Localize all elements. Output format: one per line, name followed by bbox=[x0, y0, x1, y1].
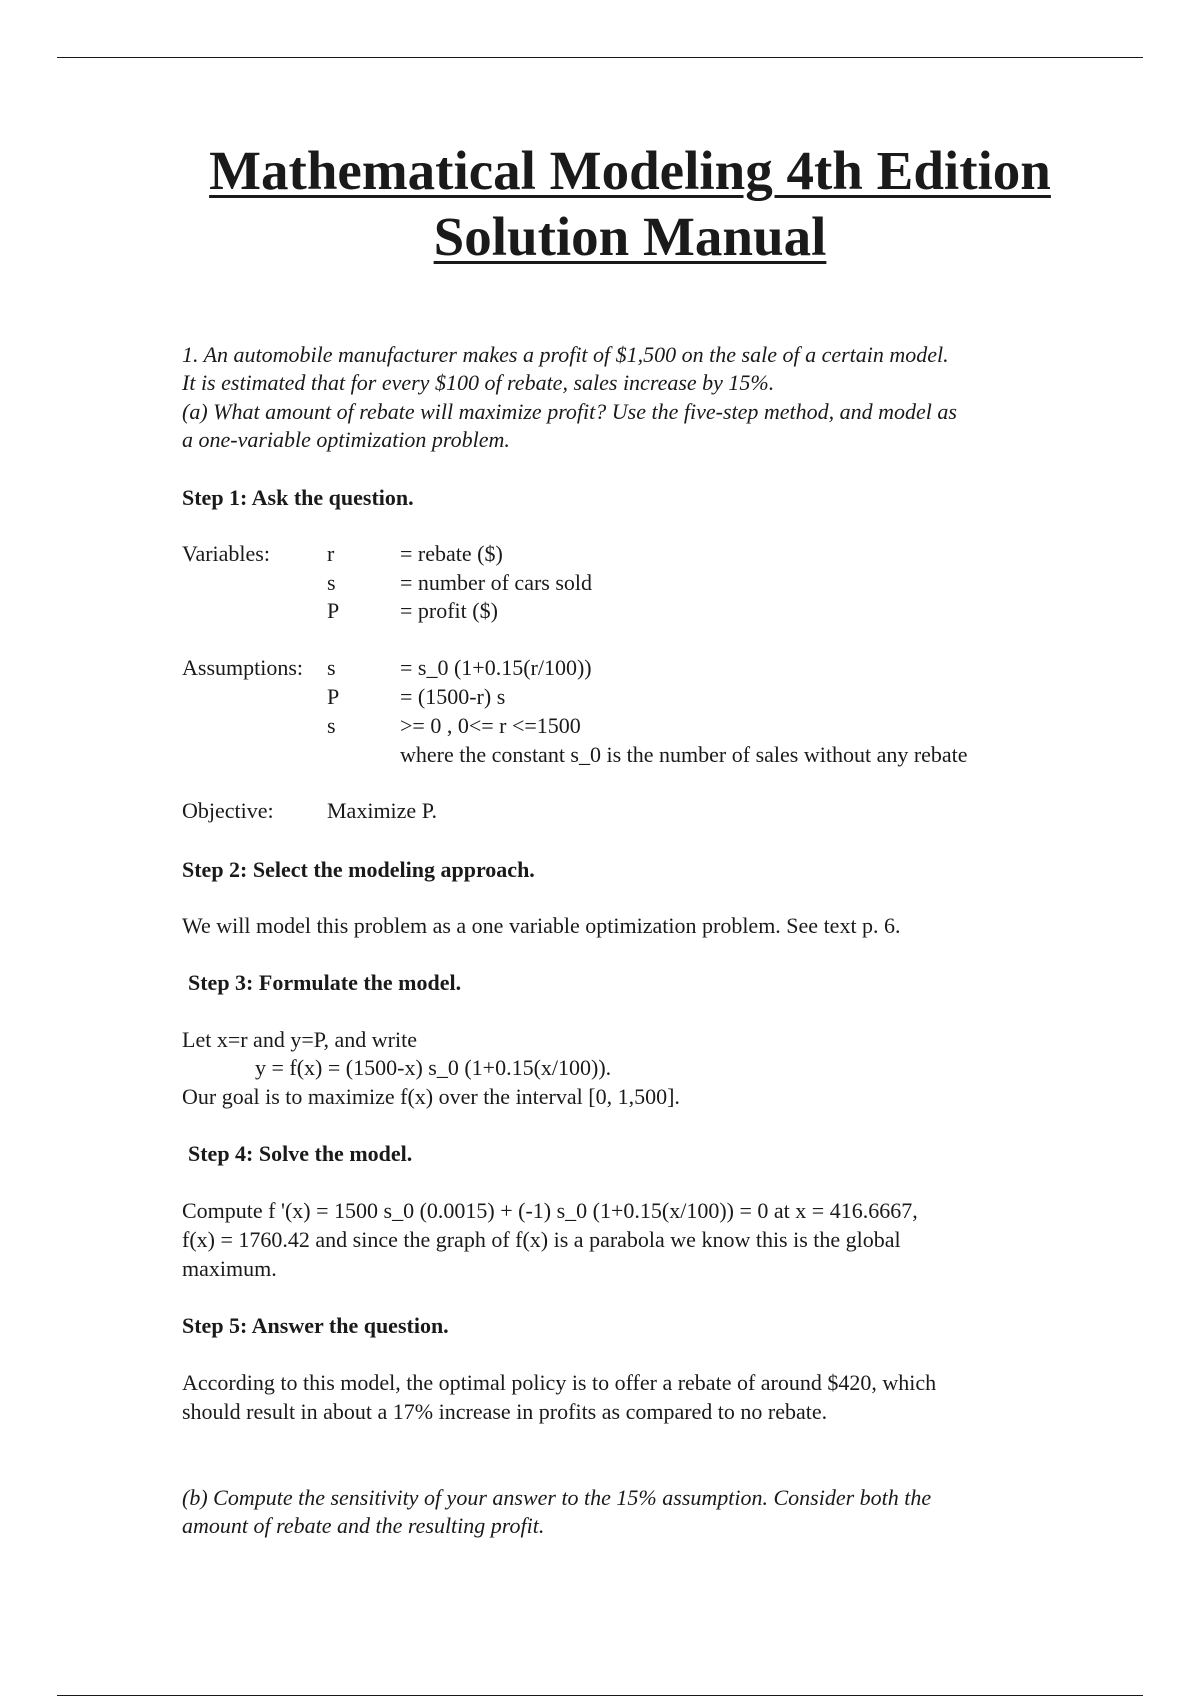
problem-line-3: (a) What amount of rebate will maximize profit? Use the five-step method, and model as bbox=[182, 399, 957, 424]
step3-line-3: Our goal is to maximize f(x) over the interval [0, 1,500]. bbox=[182, 1084, 680, 1109]
title-line-2: Solution Manual bbox=[433, 206, 827, 267]
assumption-definition: >= 0 , 0<= r <=1500 bbox=[400, 713, 581, 738]
page-title bbox=[130, 138, 1130, 270]
variable-symbol: r bbox=[327, 541, 335, 566]
step3-equation: y = f(x) = (1500-x) s_0 (1+0.15(x/100)). bbox=[255, 1055, 612, 1080]
assumption-symbol: s bbox=[327, 655, 336, 680]
part-b-line-1: (b) Compute the sensitivity of your answer to the 15% assumption. Consider both the bbox=[182, 1485, 932, 1510]
step2-heading: Step 2: Select the modeling approach. bbox=[182, 857, 535, 882]
assumption-symbol: s bbox=[327, 713, 336, 738]
step5-line-1: According to this model, the optimal policy is to offer a rebate of around $420, which bbox=[182, 1370, 937, 1395]
step4-line-3: maximum. bbox=[182, 1256, 277, 1281]
variables-label: Variables: bbox=[182, 541, 270, 566]
variable-definition: = number of cars sold bbox=[400, 570, 593, 595]
step1-heading: Step 1: Ask the question. bbox=[182, 485, 414, 510]
part-b-line-2: amount of rebate and the resulting profit. bbox=[182, 1513, 545, 1538]
step5-line-2: should result in about a 17% increase in profits as compared to no rebate. bbox=[182, 1399, 828, 1424]
step5-heading: Step 5: Answer the question. bbox=[182, 1313, 449, 1338]
problem-line-1: 1. An automobile manufacturer makes a profit of $1,500 on the sale of a certain model. bbox=[182, 342, 949, 367]
bottom-rule bbox=[57, 1695, 1143, 1696]
assumption-note: where the constant s_0 is the number of sales without any rebate bbox=[400, 742, 968, 767]
top-rule bbox=[57, 57, 1143, 58]
step4-line-1: Compute f '(x) = 1500 s_0 (0.0015) + (-1) s_0 (1+0.15(x/100)) = 0 at x = 416.6667, bbox=[182, 1198, 918, 1223]
variable-symbol: s bbox=[327, 570, 336, 595]
problem-line-4: a one-variable optimization problem. bbox=[182, 427, 510, 452]
assumptions-label: Assumptions: bbox=[182, 655, 304, 680]
objective-text: Maximize P. bbox=[327, 798, 437, 823]
objective-label: Objective: bbox=[182, 798, 274, 823]
step2-text: We will model this problem as a one variable optimization problem. See text p. 6. bbox=[182, 913, 901, 938]
variable-definition: = profit ($) bbox=[400, 598, 498, 623]
assumption-definition: = (1500-r) s bbox=[400, 684, 506, 709]
step4-heading: Step 4: Solve the model. bbox=[188, 1141, 413, 1166]
variable-definition: = rebate ($) bbox=[400, 541, 503, 566]
title-line-1: Mathematical Modeling 4th Edition bbox=[209, 140, 1051, 201]
assumption-definition: = s_0 (1+0.15(r/100)) bbox=[400, 655, 592, 680]
step3-heading: Step 3: Formulate the model. bbox=[188, 970, 462, 995]
step3-line-1: Let x=r and y=P, and write bbox=[182, 1027, 417, 1052]
assumption-symbol: P bbox=[327, 684, 340, 709]
problem-line-2: It is estimated that for every $100 of rebate, sales increase by 15%. bbox=[182, 370, 775, 395]
variable-symbol: P bbox=[327, 598, 340, 623]
step4-line-2: f(x) = 1760.42 and since the graph of f(x) is a parabola we know this is the global bbox=[182, 1227, 901, 1252]
